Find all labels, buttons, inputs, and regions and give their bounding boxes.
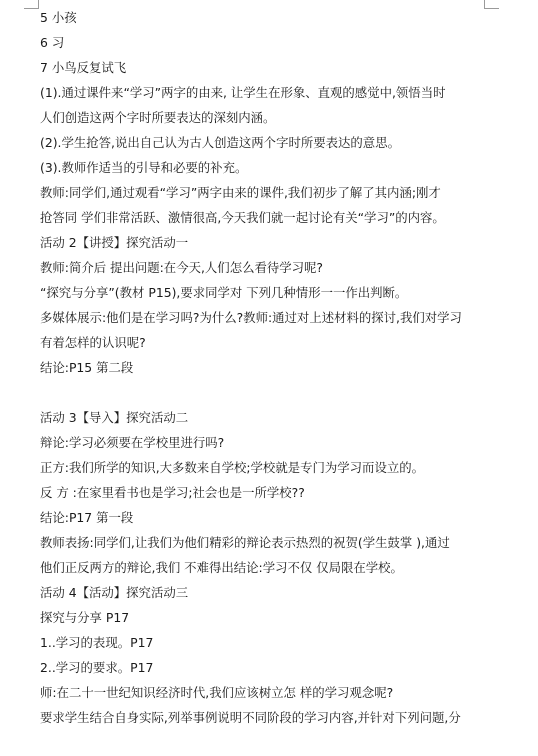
explore-share-p17: 探究与分享 P17 [40,610,130,625]
teacher-praise-line-1: 教师表扬:同学们,让我们为他们精彩的辩论表示热烈的祝贺(学生鼓掌 ),通过 [40,535,450,550]
multimedia-line-2: 有着怎样的认识呢? [40,335,146,350]
conclusion-p15: 结论:P15 第二段 [40,360,134,375]
teacher-remark-line-2: 抢答同 学们非常活跃、激情很高,今天我们就一起讨论有关“学习”的内容。 [40,210,445,225]
learning-requirement: 2..学习的要求。P17 [40,660,154,675]
affirmative-side: 正方:我们所学的知识,大多数来自学校;学校就是专门为学习而设立的。 [40,460,425,475]
page-corner-mark-right [484,0,499,9]
debate-question: 辩论:学习必须要在学校里进行吗? [40,435,225,450]
step-2: (2).学生抢答,说出自己认为古人创造这两个字时所要表达的意思。 [40,135,400,150]
list-item-5: 5 小孩 [40,10,77,25]
negative-side: 反 方 :在家里看书也是学习;社会也是一所学校?? [40,485,305,500]
activity-2-heading: 活动 2【讲授】探究活动一 [40,235,189,250]
list-item-7: 7 小鸟反复试飞 [40,60,127,75]
multimedia-line-1: 多媒体展示:他们是在学习吗?为什么?教师:通过对上述材料的探讨,我们对学习 [40,310,462,325]
teacher-remark-line-1: 教师:同学们,通过观看“学习”两字由来的课件,我们初步了解了其内涵;刚才 [40,185,441,200]
page-corner-mark-left [24,0,39,9]
activity-4-heading: 活动 4【活动】探究活动三 [40,585,189,600]
list-item-6: 6 习 [40,35,65,50]
conclusion-p17: 结论:P17 第一段 [40,510,134,525]
step-1-line-2: 人们创造这两个字时所要表达的深刻内涵。 [40,110,276,125]
teacher-praise-line-2: 他们正反两方的辩论,我们 不难得出结论:学习不仅 仅局限在学校。 [40,560,403,575]
activity-3-heading: 活动 3【导入】探究活动二 [40,410,189,425]
student-task: 要求学生结合自身实际,列举事例说明不同阶段的学习内容,并针对下列问题,分 [40,710,461,725]
learning-expression: 1..学习的表现。P17 [40,635,154,650]
step-1-line-1: (1).通过课件来“学习”两字的由来, 让学生在形象、直观的感觉中,领悟当时 [40,85,446,100]
teacher-question: 教师:简介后 提出问题:在今天,人们怎么看待学习呢? [40,260,324,275]
explore-and-share: “探究与分享”(教材 P15),要求同学对 下列几种情形一一作出判断。 [40,285,408,300]
step-3: (3).教师作适当的引导和必要的补充。 [40,160,248,175]
teacher-question-2: 师:在二十一世纪知识经济时代,我们应该树立怎 样的学习观念呢? [40,685,394,700]
